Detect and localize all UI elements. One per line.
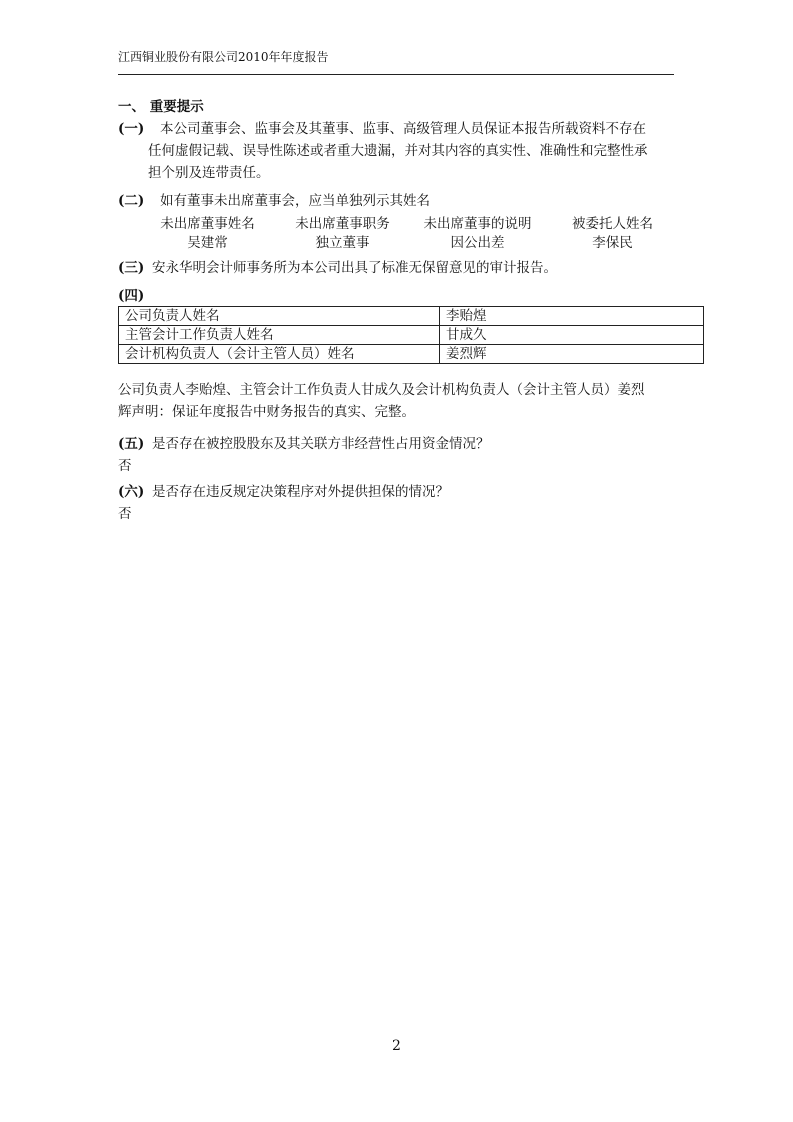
section-title: 一、 重要提示 — [118, 99, 204, 115]
page-number: 2 — [392, 1038, 401, 1054]
absent-directors-row — [140, 231, 680, 251]
absent-header-reason: 未出席董事的说明 — [423, 216, 532, 232]
item3-text: 安永华明会计师事务所为本公司出具了标准无保留意见的审计报告。 — [152, 260, 557, 276]
page-header: 江西铜业股份有限公司2010年年度报告 — [118, 48, 674, 75]
table-cell-value: 姜烈辉 — [440, 345, 704, 364]
absent-header-position: 未出席董事职务 — [295, 216, 390, 232]
responsible-persons-table — [118, 306, 704, 364]
absent-director-name: 吴建常 — [187, 235, 228, 251]
table-cell-value: 甘成久 — [440, 326, 704, 345]
absent-header-name: 未出席董事姓名 — [160, 216, 255, 232]
item1-line-2: 任何虚假记载、误导性陈述或者重大遗漏，并对其内容的真实性、准确性和完整性承 — [148, 143, 648, 159]
item1-line-3: 担个别及连带责任。 — [148, 165, 270, 181]
item5-text: 是否存在被控股股东及其关联方非经营性占用资金情况？ — [152, 436, 490, 452]
table-cell-label: 公司负责人姓名 — [119, 307, 440, 326]
absent-header-proxy: 被委托人姓名 — [572, 216, 653, 232]
item1-line-1: 本公司董事会、监事会及其董事、监事、高级管理人员保证本报告所载资料不存在 — [160, 121, 646, 137]
item6-number: (六) — [118, 484, 145, 500]
item6-answer: 否 — [118, 506, 132, 522]
table-row — [119, 326, 704, 345]
table-row — [119, 345, 704, 364]
absent-director-reason: 因公出差 — [450, 235, 505, 251]
absent-director-position: 独立董事 — [315, 235, 370, 251]
absent-director-proxy: 李保民 — [592, 235, 633, 251]
table-cell-value: 李贻煌 — [440, 307, 704, 326]
item4-number: (四) — [118, 288, 145, 304]
absent-directors-header — [140, 212, 680, 232]
table-cell-label: 会计机构负责人（会计主管人员）姓名 — [119, 345, 440, 364]
item1-number: (一) — [118, 121, 145, 137]
item5-number: (五) — [118, 436, 145, 452]
item5-answer: 否 — [118, 458, 132, 474]
statement-line-2: 辉声明：保证年度报告中财务报告的真实、完整。 — [118, 404, 415, 420]
item6-text: 是否存在违反规定决策程序对外提供担保的情况？ — [152, 484, 449, 500]
table-cell-label: 主管会计工作负责人姓名 — [119, 326, 440, 345]
table-row — [119, 307, 704, 326]
item2-number: (二) — [118, 193, 145, 209]
statement-line-1: 公司负责人李贻煌、主管会计工作负责人甘成久及会计机构负责人（会计主管人员）姜烈 — [118, 382, 645, 398]
item3-number: (三) — [118, 260, 145, 276]
item2-text: 如有董事未出席董事会，应当单独列示其姓名 — [160, 193, 430, 209]
